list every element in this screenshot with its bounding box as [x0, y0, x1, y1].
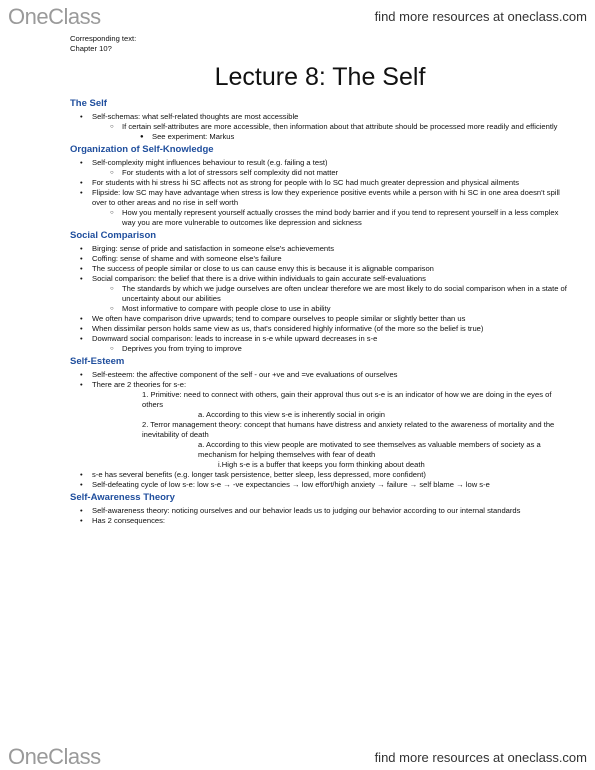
page-header [0, 0, 595, 30]
list-item: 1. Primitive: need to connect with others, gain their approval thus out s-e is an indicator of how we are doing in the eyes of others [142, 390, 552, 409]
list-item: ○ The standards by which we judge ourselves are often unclear therefore we are most likely to do social comparison when in a state of uncertainty about our abilities [70, 284, 570, 304]
list-item: • There are 2 theories for s-e: [70, 380, 570, 390]
list-item: • When dissimilar person holds same view as us, that's considered highly informative (of the more so the belief is true) [70, 324, 570, 334]
list-item: • Self-awareness theory: noticing ourselves and our behavior leads us to judging our behavior according to our internal standards [70, 506, 570, 516]
list-item: a. According to this view s-e is inherently social in origin [198, 410, 385, 419]
list-item: ○ For students with a lot of stressors self complexity did not matter [70, 168, 570, 178]
list-item: • Downward social comparison: leads to increase in s-e while upward decreases in s-e [70, 334, 570, 344]
section-heading: The Self [70, 98, 107, 109]
document-body [70, 34, 570, 526]
list-item: ● See experiment: Markus [70, 132, 570, 142]
section-heading: Social Comparison [70, 230, 157, 241]
list-item: a. According to this view people are motivated to see themselves as valuable members of society as a mechanism for helping themselves with fear of death [198, 440, 541, 459]
page-footer [0, 740, 595, 770]
list-item: • Self-complexity might influences behaviour to result (e.g. failing a test) [70, 158, 570, 168]
section-heading: Organization of Self-Knowledge [70, 144, 214, 155]
lecture-title: Lecture 8: The Self [214, 63, 426, 91]
list-item: • We often have comparison drive upwards; tend to compare ourselves to people similar or slightly better than us [70, 314, 570, 324]
list-item: 2. Terror management theory: concept that humans have distress and anxiety related to the awareness of mortality and the inevitability of death [142, 420, 555, 439]
list-item: • For students with hi stress hi SC affects not as strong for people with lo SC had much greater depression and physical ailments [70, 178, 570, 188]
section-list [70, 370, 570, 490]
section-heading: Self-Awareness Theory [70, 492, 175, 503]
list-item: • Self-esteem: the affective component of the self - our +ve and =ve evaluations of ourselves [70, 370, 570, 380]
list-item: • Social comparison: the belief that there is a drive within individuals to gain accurate self-evaluations [70, 274, 570, 284]
list-item: ○ Deprives you from trying to improve [70, 344, 570, 354]
section-list [70, 244, 570, 354]
list-item: i.High s-e is a buffer that keeps you form thinking about death [218, 460, 425, 469]
corresponding-text-line: Corresponding text: [70, 34, 137, 43]
header-tagline[interactable]: find more resources at oneclass.com [374, 9, 587, 24]
list-item: ○ If certain self-attributes are more accessible, then information about that attribute should be processed more readily and efficiently [70, 122, 570, 132]
oneclass-footer-logo[interactable]: OneClass [8, 744, 101, 769]
oneclass-logo[interactable]: OneClass [8, 4, 101, 29]
list-item: • Has 2 consequences: [70, 516, 570, 526]
footer-tagline[interactable]: find more resources at oneclass.com [374, 750, 587, 765]
section-list [70, 158, 570, 228]
list-item: • The success of people similar or close to us can cause envy this is because it is alignable comparison [70, 264, 570, 274]
list-item: • Birging: sense of pride and satisfaction in someone else's achievements [70, 244, 570, 254]
sections-container [70, 98, 570, 526]
section-list [70, 112, 570, 142]
list-item: • Flipside: low SC may have advantage when stress is low they experience positive events while a person with hi SC in one area doesn't spill over to other areas and no rise in self worth [70, 188, 570, 208]
chapter-line: Chapter 10? [70, 44, 112, 53]
list-item: • Self-schemas: what self-related thoughts are most accessible [70, 112, 570, 122]
list-item: • s-e has several benefits (e.g. longer task persistence, better sleep, less depressed, more confident) [70, 470, 570, 480]
section-heading: Self-Esteem [70, 356, 125, 367]
list-item: ○ Most informative to compare with people close to use in ability [70, 304, 570, 314]
list-item: • Coffing: sense of shame and with someone else's failure [70, 254, 570, 264]
list-item: ○ How you mentally represent yourself actually crosses the mind body barrier and if you tend to represent yourself in a less complex way you are more vulnerable to outcomes like depression and sickness [70, 208, 570, 228]
list-item: • Self-defeating cycle of low s-e: low s-e → -ve expectancies → low effort/high anxiety → failure → self blame → low s-e [70, 480, 570, 490]
section-list [70, 506, 570, 526]
